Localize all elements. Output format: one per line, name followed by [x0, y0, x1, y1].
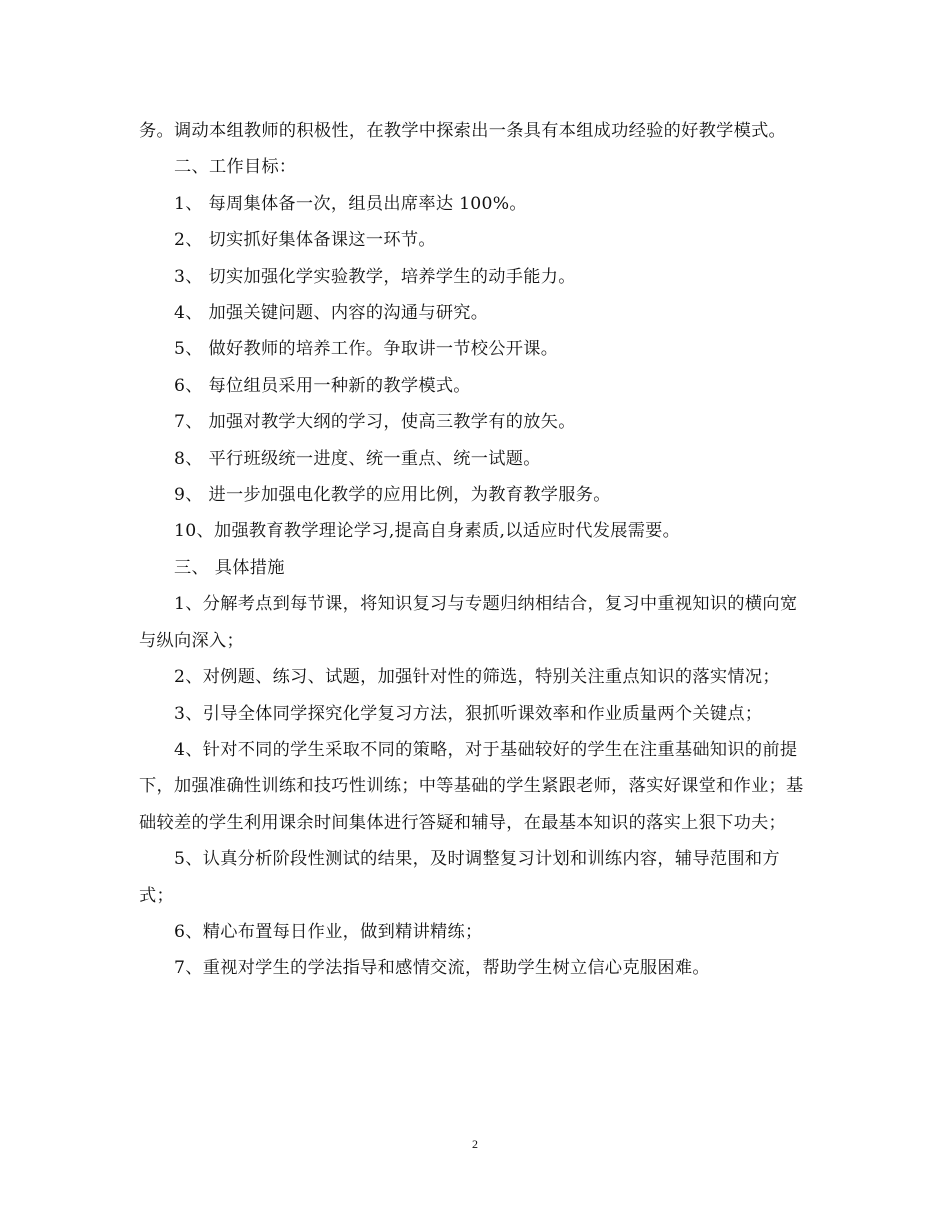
paragraph: 10、加强教育教学理论学习,提高自身素质,以适应时代发展需要。 [174, 521, 681, 542]
paragraph: 6、 每位组员采用一种新的教学模式。 [174, 375, 471, 396]
paragraph: 1、 每周集体备一次，组员出席率达 100%。 [174, 193, 527, 214]
paragraph: 5、认真分析阶段性测试的结果，及时调整复习计划和训练内容，辅导范围和方式； [139, 849, 780, 906]
paragraph: 7、重视对学生的学法指导和感情交流，帮助学生树立信心克服困难。 [174, 958, 710, 979]
paragraph: 3、引导全体同学探究化学复习方法，狠抓听课效率和作业质量两个关键点； [174, 703, 763, 724]
paragraph: 6、精心布置每日作业，做到精讲精练； [174, 921, 483, 942]
paragraph: 三、 具体措施 [174, 557, 285, 578]
paragraph: 务。调动本组教师的积极性，在教学中探索出一条具有本组成功经验的好教学模式。 [139, 121, 787, 141]
page-number: 2 [472, 1137, 478, 1151]
paragraph: 4、针对不同的学生采取不同的策略，对于基础较好的学生在注重基础知识的前提下，加强准确性训练和技巧性训练；中等基础的学生紧跟老师，落实好课堂和作业；基础较差的学生利用课余时间集体进行答疑和辅导，在最基本知识的落实上狠下功夫； [139, 739, 804, 833]
paragraph: 4、 加强关键问题、内容的沟通与研究。 [174, 303, 489, 324]
paragraph: 9、 进一步加强电化教学的应用比例，为教育教学服务。 [174, 485, 611, 506]
paragraph: 7、 加强对教学大纲的学习，使高三教学有的放矢。 [174, 412, 576, 433]
paragraph: 8、 平行班级统一进度、统一重点、统一试题。 [174, 448, 541, 469]
paragraph: 2、对例题、练习、试题，加强针对性的筛选，特别关注重点知识的落实情况； [174, 667, 780, 688]
paragraph: 2、 切实抓好集体备课这一环节。 [174, 230, 436, 251]
paragraph: 1、分解考点到每节课，将知识复习与专题归纳相结合，复习中重视知识的横向宽与纵向深入； [139, 594, 798, 651]
document-body [139, 113, 813, 987]
paragraph: 3、 切实加强化学实验教学，培养学生的动手能力。 [174, 266, 576, 287]
paragraph: 5、 做好教师的培养工作。争取讲一节校公开课。 [174, 339, 559, 360]
paragraph: 二、工作目标： [174, 157, 297, 178]
